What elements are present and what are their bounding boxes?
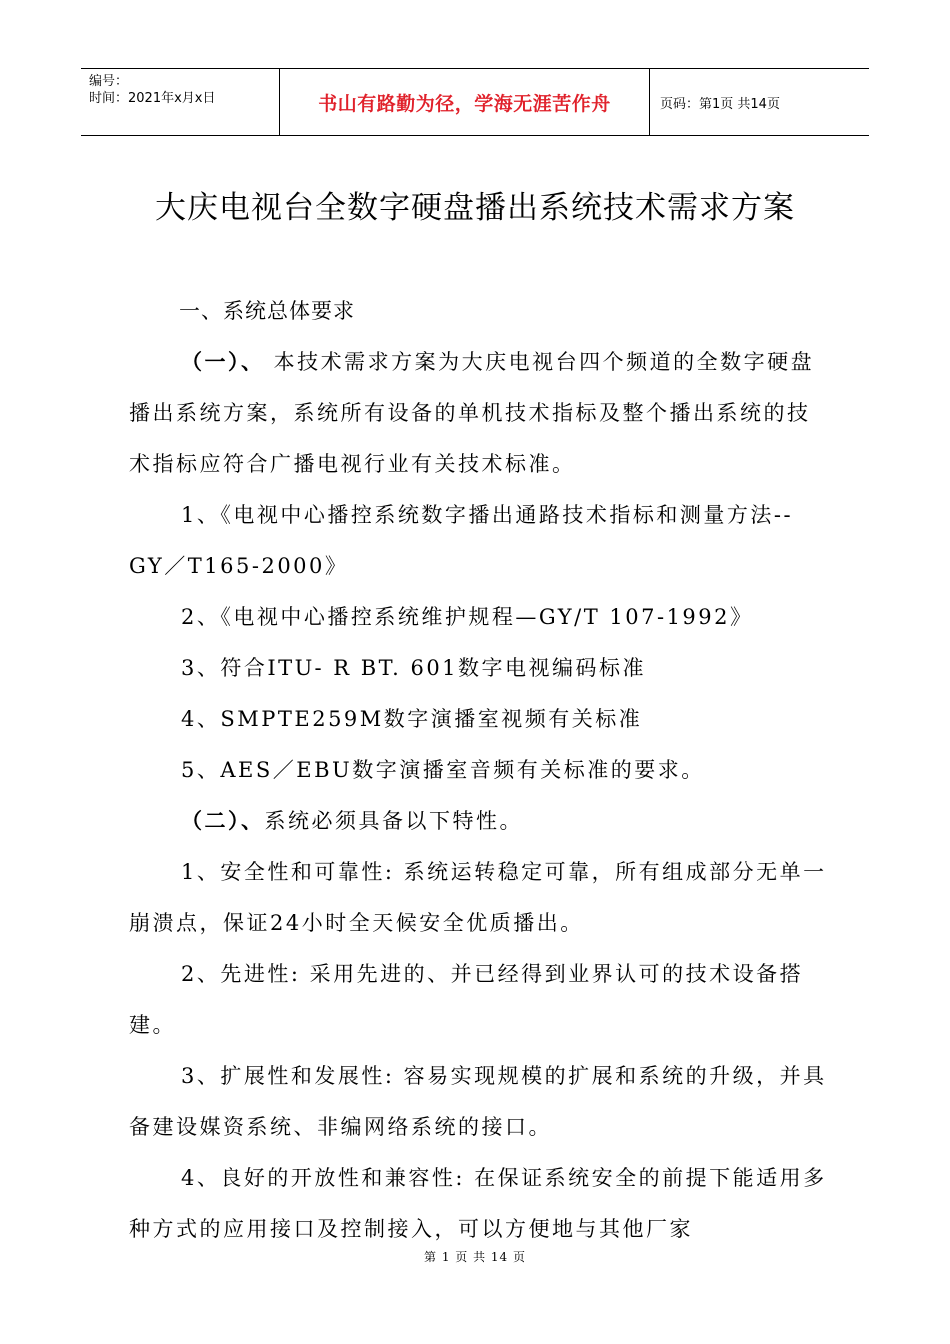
subsection-2-label: （二）、 — [181, 809, 265, 833]
subsection-2-paragraph — [129, 796, 829, 847]
document-time-label: 时间：2021年x月x日 — [89, 91, 216, 106]
document-body — [129, 286, 829, 1255]
standard-item: 1、《电视中心播控系统数字播出通路技术指标和测量方法-- GY／T165-2000》 — [129, 503, 794, 578]
standard-item: 5、AES／EBU数字演播室音频有关标准的要求。 — [181, 758, 705, 782]
standard-item: 3、符合ITU- R BT. 601数字电视编码标准 — [181, 656, 647, 680]
header-meta — [81, 69, 279, 135]
section-heading: 一、系统总体要求 — [179, 299, 355, 323]
feature-item: 1、安全性和可靠性: 系统运转稳定可靠，所有组成部分无单一崩溃点，保证24小时全天候安全优质播出。 — [129, 860, 827, 935]
standard-item: 4、SMPTE259M数字演播室视频有关标准 — [181, 707, 643, 731]
subsection-1-paragraph — [129, 337, 829, 490]
page-footer: 第 1 页 共 14 页 — [424, 1250, 526, 1264]
subsection-1-text: 本技术需求方案为大庆电视台四个频道的全数字硬盘播出系统方案，系统所有设备的单机技术指标及整个播出系统的技术指标应符合广播电视行业有关技术标准。 — [129, 350, 815, 476]
document-title: 大庆电视台全数字硬盘播出系统技术需求方案 — [155, 190, 795, 226]
header-page-label: 页码：第1页 共14页 — [660, 96, 780, 112]
standard-item: 2、《电视中心播控系统维护规程—GY/T 107-1992》 — [181, 605, 754, 629]
header-table — [81, 68, 869, 136]
feature-item: 4、良好的开放性和兼容性: 在保证系统安全的前提下能适用多种方式的应用接口及控制接入，可以方便地与其他厂家 — [129, 1166, 827, 1241]
feature-item: 2、先进性: 采用先进的、并已经得到业界认可的技术设备搭建。 — [129, 962, 804, 1037]
subsection-1-label: （一）、 — [181, 350, 265, 374]
document-number-label: 编号： — [89, 74, 129, 89]
subsection-2-text: 系统必须具备以下特性。 — [264, 809, 523, 833]
header-motto: 书山有路勤为径，学海无涯苦作舟 — [279, 69, 650, 135]
feature-item: 3、扩展性和发展性: 容易实现规模的扩展和系统的升级，并具备建设媒资系统、非编网络系统的接口。 — [129, 1064, 827, 1139]
